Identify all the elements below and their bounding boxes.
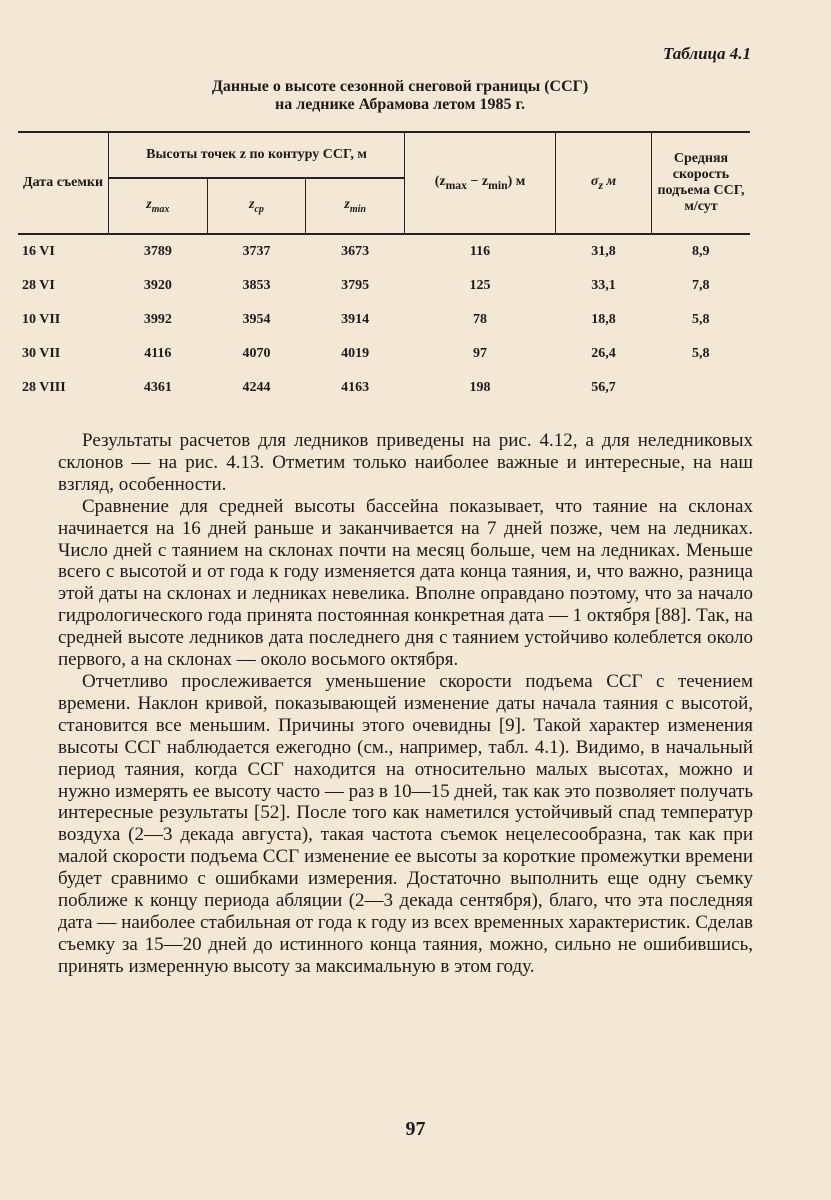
speed-value: 8,9 [692, 244, 710, 259]
paragraph: Сравнение для средней высоты бассейна показывает, что таяние на склонах начинается на 16 дней раньше и заканчивается на 7 дней позже, чем на ледниках. Число дней с таянием на склонах почти на месяц больше, чем на ледниках. Меньше всего с высотой и от года к году изменяется дата конца таяния, и, что важно, разница этой даты на склонах и ледниках невелика. Вполне оправдано поэтому, что за начало гидрологического года принята постоянная конкретная дата — 1 октября [88]. Так, на средней высоте ледников дата последнего дня с таянием устойчиво колеблется около первого, а на склонах — около восьмого октября. [58, 495, 753, 671]
table-row: 30 VII 4116 4070 4019 97 26,4 5,8 [18, 337, 750, 371]
header-zmin: $z_{min}$ [306, 178, 405, 234]
snowline-table [18, 131, 750, 405]
speed-value: 5,8 [692, 346, 710, 361]
header-sigma: $\sigma_z$ м [556, 132, 652, 234]
header-date: Дата съемки [18, 132, 109, 234]
header-speed: Средняя скорость подъема ССГ, м/сут [652, 132, 751, 234]
header-zcp: $z_{ср}$ [207, 178, 306, 234]
header-zmax: $z_{max}$ [109, 178, 208, 234]
table-row: 28 VI 3920 3853 3795 125 33,1 7,8 [18, 269, 750, 303]
caption-line-1: Данные о высоте сезонной снеговой границы (ССГ) [211, 78, 589, 95]
paragraph: Отчетливо прослеживается уменьшение скорости подъема ССГ с течением времени. Наклон кривой, показывающей изменение даты начала таяния с высотой, становится все меньшим. Причины этого очевидны [9]. Такой характер изменения высоты ССГ наблюдается ежегодно (см., например, табл. 4.1). Видимо, в начальный период таяния, когда ССГ находится на относительно малых высотах, можно и нужно измерять ее высоту часто — раз в 10—15 дней, так как это позволяет получать интересные результаты [52]. После того как наметился устойчивый спад температур воздуха (2—3 декада августа), такая частота съемок нецелесообразна, так как при малой скорости подъема ССГ изменение ее высоты за короткие промежутки времени будет сравнимо с ошибками измерения. Достаточно выполнить еще одну съемку поближе к концу периода абляции (2—3 декада сентября), благо, что эта последняя дата — наиболее стабильная от года к году из всех временных характеристик. Сделав съемку за 15—20 дней до истинного конца таяния, можно, сильно не ошибившись, принять измеренную высоту за максимальную в этом году. [58, 670, 753, 977]
page-number: 97 [405, 1118, 426, 1140]
table-number-label: Таблица 4.1 [663, 44, 751, 63]
speed-value: 7,8 [692, 278, 710, 293]
speed-value: 5,8 [692, 312, 710, 327]
header-heights-group: Высоты точек z по контуру ССГ, м [109, 132, 405, 178]
caption-line-2: на леднике Абрамова летом 1985 г. [275, 96, 525, 113]
table-row: 10 VII 3992 3954 3914 78 18,8 5,8 [18, 303, 750, 337]
table-row: 28 VIII 4361 4244 4163 198 56,7 [22, 380, 616, 395]
header-range: $(z_{max} - z_{min})$ м [405, 132, 556, 234]
table-caption [120, 78, 680, 114]
table-row: 16 VI 3789 3737 3673 116 31,8 8,9 [18, 234, 750, 269]
paragraph: Результаты расчетов для ледников приведены на рис. 4.12, а для неледниковых склонов — на рис. 4.13. Отметим только наиболее важные и интересные, на наш взгляд, особенности. [58, 430, 753, 495]
body-text [58, 430, 753, 978]
